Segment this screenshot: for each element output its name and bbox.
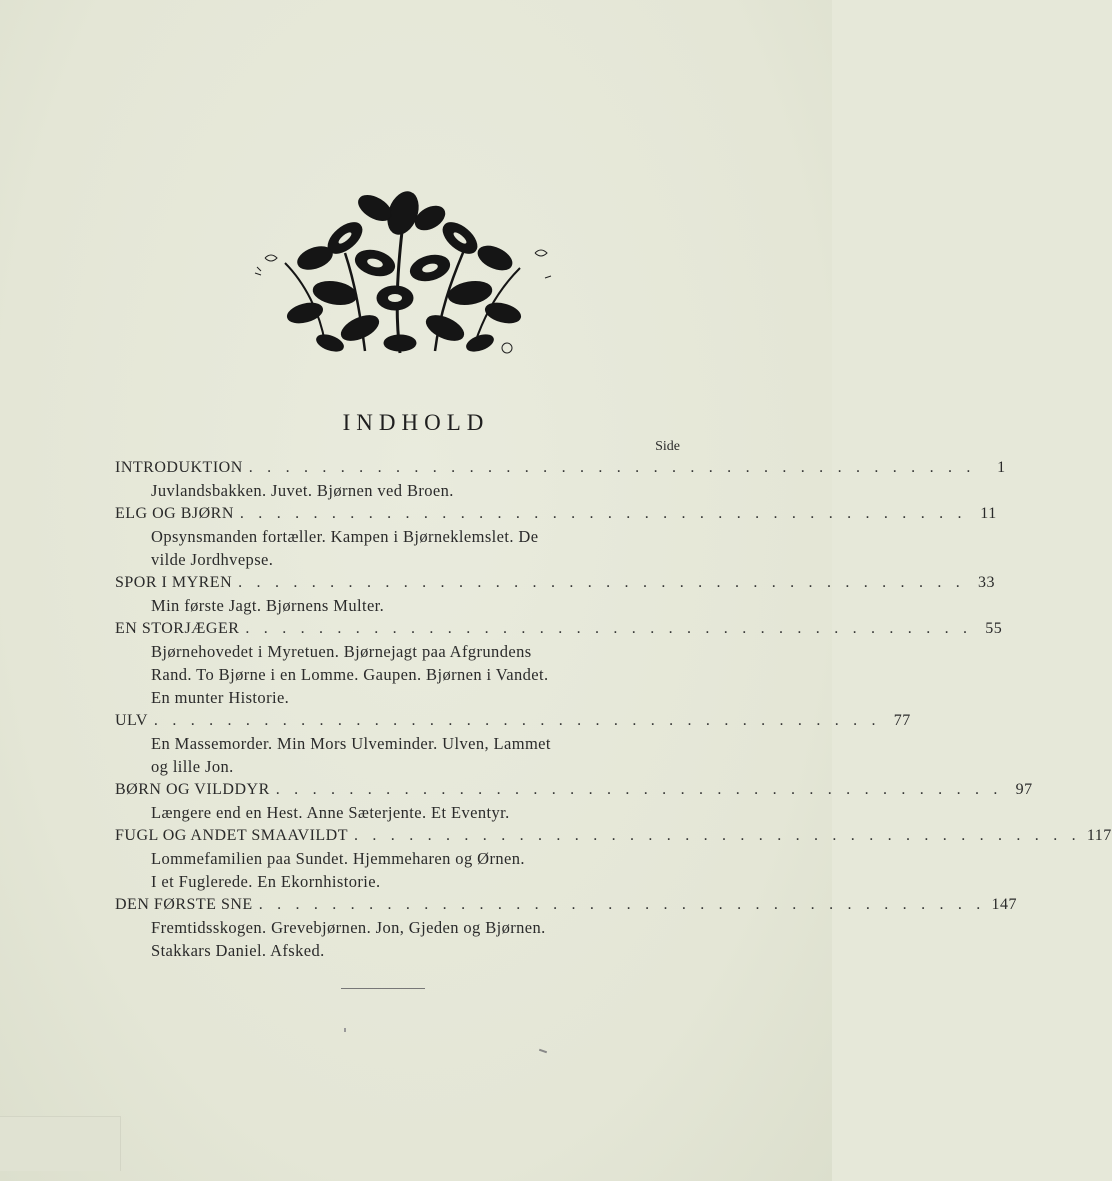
section-line: Stakkars Daniel. Afsked. [151,941,325,960]
section-line: Juvlandsbakken. Juvet. Bjørnen ved Broen. [151,481,454,500]
chapter-title: BØRN OG VILDDYR [115,781,270,798]
chapter-sections [115,732,681,778]
toc-entry [115,502,997,525]
section-line: En Massemorder. Min Mors Ulveminder. Ulven, Lammet [151,734,551,753]
chapter-sections [115,916,681,962]
section-line: Rand. To Bjørne i en Lomme. Gaupen. Bjørnen i Vandet. [151,665,549,684]
toc-entry [115,893,1017,916]
toc-entry [115,709,911,732]
chapter-sections [115,801,681,824]
dot-leader: . . . . . . . . . . . . . . . . . . . . . . . . . . . . . . . . . . . . . . . . [354,827,1081,844]
section-line: vilde Jordhvepse. [151,550,274,569]
dot-leader: . . . . . . . . . . . . . . . . . . . . . . . . . . . . . . . . . . . . . . . . [239,505,967,522]
section-line: Længere end en Hest. Anne Sæterjente. Et Eventyr. [151,803,510,822]
chapter-sections [115,594,681,617]
section-line: Min første Jagt. Bjørnens Multer. [151,596,385,615]
divider [341,988,425,989]
chapter-title: SPOR I MYREN [115,574,233,591]
toc-entry [115,456,1006,479]
chapter-sections [115,479,681,502]
table-of-contents [115,456,1112,962]
chapter-page-number: 147 [991,896,1017,913]
section-line: og lille Jon. [151,757,234,776]
chapter-page-number: 33 [977,574,995,591]
chapter-page-number: 1 [997,459,1006,476]
dot-leader: . . . . . . . . . . . . . . . . . . . . . . . . . . . . . . . . . . . . . . . . [258,896,986,913]
print-speck [539,1049,547,1054]
page-column-label: Side [655,439,680,454]
chapter-title: ELG OG BJØRN [115,505,234,522]
print-speck [344,1028,346,1032]
chapter-title: ULV [115,712,148,729]
chapter-page-number: 55 [985,620,1003,637]
dot-leader: . . . . . . . . . . . . . . . . . . . . . . . . . . . . . . . . . . . . . . . . [245,620,973,637]
toc-entry [115,571,995,594]
page-title: INDHOLD [342,410,490,435]
chapter-title: EN STORJÆGER [115,620,240,637]
toc-entry [115,778,1033,801]
section-line: En munter Historie. [151,688,290,707]
chapter-sections [115,847,681,893]
chapter-sections [115,640,681,709]
chapter-sections [115,525,681,571]
section-line: Opsynsmanden fortæller. Kampen i Bjørneklemslet. De [151,527,539,546]
chapter-page-number: 117 [1086,827,1112,844]
chapter-page-number: 11 [980,505,997,522]
section-line: I et Fuglerede. En Ekornhistorie. [151,872,381,891]
page-corner-patch [0,1116,121,1171]
chapter-title: DEN FØRSTE SNE [115,896,253,913]
leaves-vignette-icon [245,183,560,361]
chapter-title: FUGL OG ANDET SMAAVILDT [115,827,348,844]
section-line: Fremtidsskogen. Grevebjørnen. Jon, Gjeden og Bjørnen. [151,918,546,937]
dot-leader: . . . . . . . . . . . . . . . . . . . . . . . . . . . . . . . . . . . . . . . . [153,712,881,729]
toc-entry [115,824,1112,847]
dot-leader: . . . . . . . . . . . . . . . . . . . . . . . . . . . . . . . . . . . . . . . . [248,459,976,476]
toc-entry [115,617,1003,640]
chapter-title: INTRODUKTION [115,459,243,476]
chapter-page-number: 77 [893,712,911,729]
dot-leader: . . . . . . . . . . . . . . . . . . . . . . . . . . . . . . . . . . . . . . . . [238,574,965,591]
section-line: Lommefamilien paa Sundet. Hjemmeharen og Ørnen. [151,849,525,868]
dot-leader: . . . . . . . . . . . . . . . . . . . . . . . . . . . . . . . . . . . . . . . . [275,781,1003,798]
section-line: Bjørnehovedet i Myretuen. Bjørnejagt paa Afgrundens [151,642,532,661]
chapter-page-number: 97 [1015,781,1033,798]
